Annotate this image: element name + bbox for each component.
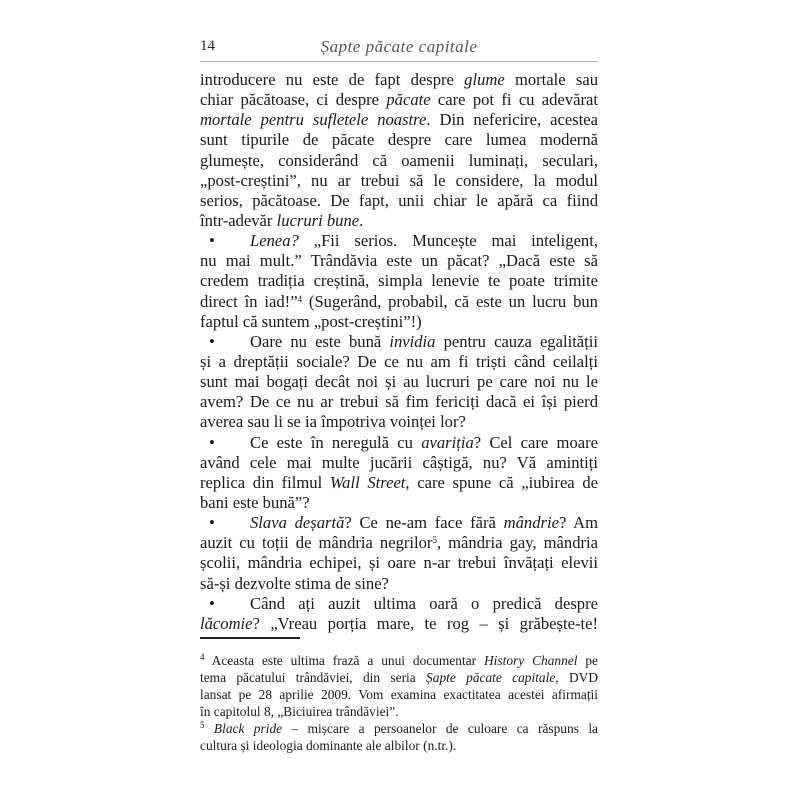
italic-text: lucruri bune	[276, 210, 360, 230]
text-run: tema păcatului trândăviei, din seria	[200, 670, 427, 685]
body-line	[200, 332, 598, 352]
body-line	[200, 473, 598, 493]
footnote-line	[200, 720, 598, 737]
text-run: , mândria gay, mândria	[436, 533, 599, 553]
text-run: (Sugerând, probabil, că este un lucru bun	[302, 291, 598, 311]
footnotes	[200, 652, 598, 754]
text-run: și a dreptății sociale? De ce nu am fi triști când ceilalți	[200, 351, 598, 371]
text-run: „Fii serios. Muncește mai inteligent,	[298, 231, 598, 251]
header-rule	[200, 61, 598, 62]
text-run: . Din nefericire, acestea	[426, 110, 598, 130]
body-line	[200, 574, 598, 594]
body-line	[200, 594, 598, 614]
italic-text: Slava deșartă	[250, 513, 345, 533]
footnote-line	[200, 703, 598, 720]
bullet-icon: •	[209, 231, 215, 251]
text-run	[205, 721, 214, 736]
body-line	[200, 553, 598, 573]
body-line	[200, 533, 598, 553]
text-run: Când ați auzit ultima oară o predică despre	[250, 593, 598, 613]
text-run: pentru cauza egalității	[435, 331, 599, 351]
text-run: nu mai mult.” Trândăvia este un păcat? „Dacă este să	[200, 251, 598, 271]
text-run: ? Am	[558, 513, 598, 533]
body-line	[200, 292, 598, 312]
body-line	[200, 513, 598, 533]
body-line	[200, 392, 598, 412]
text-run: ? Ce ne-am face fără	[344, 513, 504, 533]
italic-text: mândrie	[503, 513, 559, 533]
text-run: , care spune că „iubirea de	[405, 472, 598, 492]
page-header	[200, 36, 598, 58]
text-run: școlii, mândria echipei, și oare n-ar trebui învățați elevii	[200, 553, 598, 573]
body-line	[200, 130, 598, 150]
body-line	[200, 614, 598, 634]
bullet-icon: •	[209, 513, 215, 533]
bullet-icon: •	[209, 593, 215, 613]
italic-text: Wall Street	[329, 472, 406, 492]
footnote-line	[200, 737, 598, 754]
footnote-marker: 4	[297, 293, 303, 304]
italic-text: Black pride	[213, 721, 283, 736]
italic-text: avariția	[421, 432, 474, 452]
footnote-separator	[200, 637, 300, 639]
text-run: care pot fi cu adevărat	[430, 90, 598, 110]
text-run: bani este bună”?	[200, 492, 310, 512]
body-line	[200, 70, 598, 90]
text-run: Oare nu este bună	[250, 331, 390, 351]
text-run: glumește, considerând că oamenii luminați, seculari,	[200, 150, 598, 170]
body-line	[200, 191, 598, 211]
text-run: direct în iad!”	[200, 291, 298, 311]
text-run: introducere nu este de fapt despre	[200, 70, 465, 89]
body-line	[200, 312, 598, 332]
footnote-marker: 5	[432, 535, 437, 546]
text-run: Ce este în neregulă cu	[250, 432, 422, 452]
page-number: 14	[200, 38, 215, 54]
text-run: în capitolul 8, „Biciuirea trândăviei”.	[200, 704, 399, 719]
text-run: replica din filmul	[200, 472, 330, 492]
body-line	[200, 352, 598, 372]
text-run: ? „Vreau porția mare, te rog – și grăbește-te!	[252, 613, 598, 633]
body-text	[200, 70, 598, 634]
bullet-icon: •	[209, 331, 215, 351]
text-run: „post-creștini”, nu ar trebui să le considere, la modul	[200, 170, 598, 190]
text-run: credem tradiția creștină, simpla lenevie te poate trimite	[200, 271, 598, 291]
text-run: cultura și ideologia dominante ale albilor (n.tr.).	[200, 738, 457, 753]
body-line	[200, 231, 598, 251]
italic-text: mortale pentru sufletele noastre	[200, 110, 427, 130]
footnote-line	[200, 686, 598, 703]
text-run: faptul că suntem „post-creștini”!)	[200, 311, 422, 331]
body-line	[200, 493, 598, 513]
body-line	[200, 372, 598, 392]
body-line	[200, 211, 598, 231]
text-run: Aceasta este ultima frază a unui documentar	[204, 653, 485, 668]
footnote-marker: 5	[200, 720, 205, 730]
text-run: pe	[577, 653, 598, 668]
text-run: serios, păcătoase. De fapt, unii chiar le apără ca fiind	[200, 190, 598, 210]
body-line	[200, 453, 598, 473]
text-run: sunt mai bogați decât noi și au lucruri pe care noi nu le	[200, 372, 598, 392]
footnote-marker: 4	[200, 652, 205, 662]
italic-text: lăcomie	[200, 613, 253, 633]
body-line	[200, 171, 598, 191]
body-line	[200, 412, 598, 432]
text-run: .	[359, 210, 364, 230]
text-run: chiar păcătoase, ci despre	[200, 90, 387, 110]
text-run: avem? De ce nu ar trebui să fim fericiți dacă ei își pierd	[200, 392, 598, 412]
text-run: averea sau li se ia împotriva voinței lor?	[200, 412, 466, 432]
text-run: lansat pe 28 aprilie 2009. Vom examina exactitatea acestei afirmații	[200, 687, 598, 702]
text-run: sunt tipurile de păcate despre care lumea modernă	[200, 130, 598, 150]
text-run: – mișcare a persoanelor de culoare ca răspuns la	[282, 721, 598, 736]
body-line	[200, 271, 598, 291]
footnote-line	[200, 669, 598, 686]
body-line	[200, 251, 598, 271]
text-run: să-și dezvolte stima de sine?	[200, 573, 389, 593]
italic-text: invidia	[389, 331, 436, 351]
italic-text: History Channel	[484, 653, 578, 668]
italic-text: Șapte păcate capitale	[426, 670, 556, 685]
text-run: având cele mai multe jucării câștigă, nu? Vă amintiți	[200, 452, 598, 472]
text-run: mortale sau	[504, 70, 598, 89]
italic-text: glume	[464, 70, 505, 89]
text-run: ? Cel care moare	[473, 432, 599, 452]
text-run: , DVD	[555, 670, 598, 685]
running-title: Șapte păcate capitale	[320, 37, 478, 56]
body-line	[200, 90, 598, 110]
body-line	[200, 151, 598, 171]
footnote-line	[200, 652, 598, 669]
italic-text: Lenea?	[250, 231, 299, 251]
text-run: auzit cu toții de mândria negrilor	[200, 533, 433, 553]
italic-text: păcate	[386, 90, 431, 110]
text-run: într-adevăr	[200, 210, 277, 230]
body-line	[200, 433, 598, 453]
bullet-icon: •	[209, 432, 215, 452]
body-line	[200, 110, 598, 130]
